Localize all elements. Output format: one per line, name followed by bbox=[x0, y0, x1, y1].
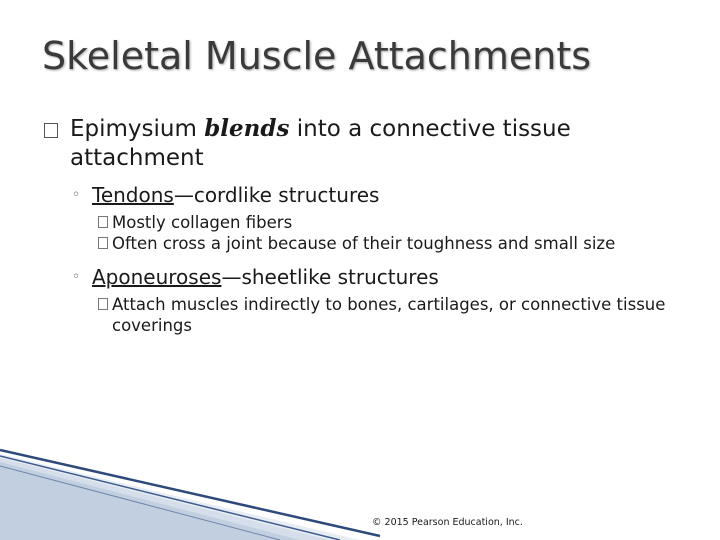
bullet-text-after: into a connective tissue attachment bbox=[70, 116, 571, 171]
point-mostly-collagen bbox=[98, 212, 684, 233]
slide-body bbox=[44, 114, 684, 336]
subitem-aponeuroses bbox=[66, 264, 684, 290]
square-bullet-icon bbox=[98, 298, 108, 310]
term-tendons: Tendons bbox=[92, 183, 174, 207]
point-attach-muscles bbox=[98, 294, 684, 336]
bullet-emphasis-blends: blends bbox=[204, 115, 290, 142]
term-aponeuroses: Aponeuroses bbox=[92, 265, 222, 289]
tendons-description: —cordlike structures bbox=[173, 183, 380, 207]
point-text: Mostly collagen fibers bbox=[112, 213, 293, 232]
circle-bullet-icon: ◦ bbox=[72, 187, 81, 203]
subitem-tendons bbox=[66, 182, 684, 208]
point-text: Often cross a joint because of their toughness and small size bbox=[112, 234, 616, 253]
square-bullet-icon bbox=[98, 237, 108, 249]
point-often-cross-joint bbox=[98, 233, 684, 254]
bullet-epimysium bbox=[44, 114, 684, 173]
bullet-text-before: Epimysium bbox=[70, 116, 205, 142]
point-text: Attach muscles indirectly to bones, cartilages, or connective tissue coverings bbox=[112, 295, 666, 335]
circle-bullet-icon: ◦ bbox=[72, 269, 81, 285]
aponeuroses-description: —sheetlike structures bbox=[221, 265, 439, 289]
slide-title: Skeletal Muscle Attachments bbox=[42, 34, 592, 78]
decorative-swoosh bbox=[0, 440, 720, 540]
square-bullet-icon bbox=[98, 216, 108, 228]
copyright-notice: © 2015 Pearson Education, Inc. bbox=[372, 517, 523, 528]
square-bullet-icon bbox=[44, 123, 58, 138]
